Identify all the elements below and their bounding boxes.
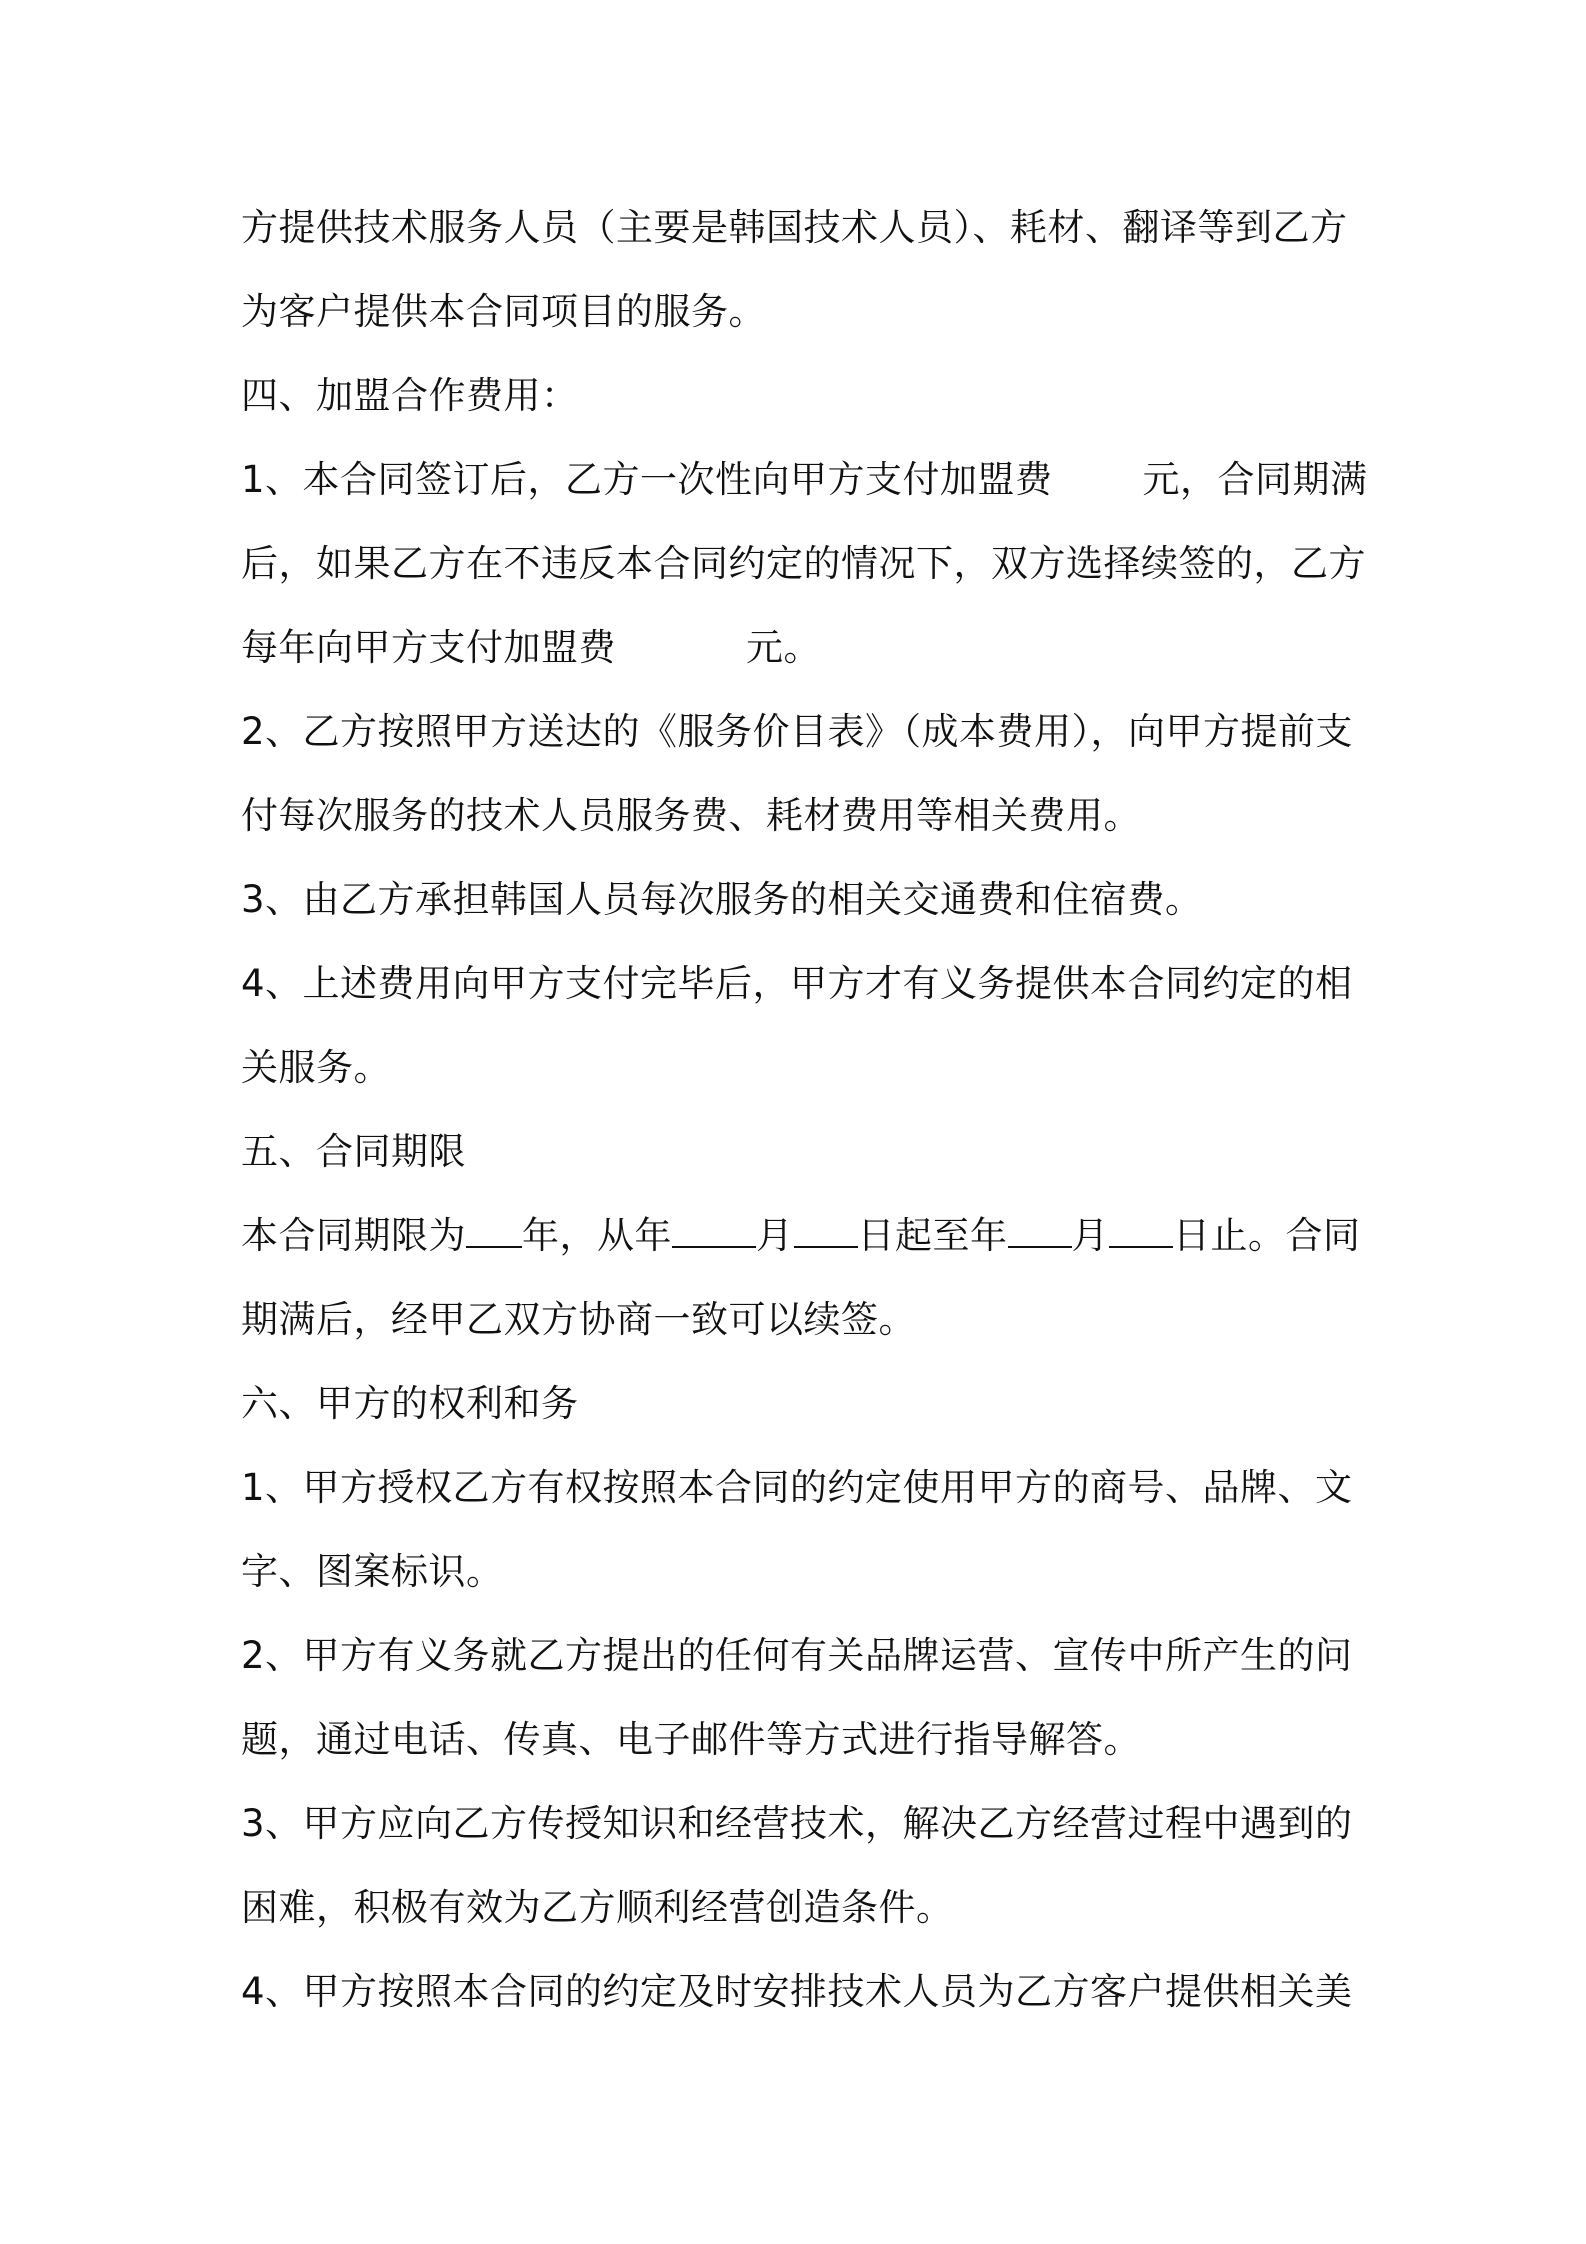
paragraph-line xyxy=(241,282,1361,342)
paragraph-line xyxy=(241,534,1366,594)
text-segment: 后，如果乙方在不违反本合同约定的情况下，双方选择续签的，乙方 xyxy=(241,542,1366,585)
text-segment: 1、本合同签订后，乙方一次性向甲方支付加盟费 xyxy=(241,458,1053,501)
paragraph-line xyxy=(241,198,1361,258)
text-segment: 年，从年 xyxy=(522,1214,672,1257)
start-day-blank xyxy=(794,1216,858,1248)
paragraph-line xyxy=(241,786,1361,846)
text-segment: 字、图案标识。 xyxy=(241,1550,504,1593)
text-segment: 1、甲方授权乙方有权按照本合同的约定使用甲方的商号、品牌、文 xyxy=(241,1466,1353,1509)
text-segment: 月 xyxy=(756,1214,794,1257)
paragraph-line xyxy=(241,954,1361,1014)
paragraph-line xyxy=(241,618,1361,678)
section-heading-text: 四、加盟合作费用： xyxy=(241,374,579,417)
annual-fee-blank xyxy=(616,630,746,660)
paragraph-line xyxy=(241,1038,1361,1098)
fee-blank xyxy=(1053,462,1143,492)
paragraph-line xyxy=(241,1794,1361,1854)
text-segment: 4、甲方按照本合同的约定及时安排技术人员为乙方客户提供相关美 xyxy=(241,1970,1353,2013)
text-segment: 月 xyxy=(1071,1214,1109,1257)
text-segment: 3、由乙方承担韩国人员每次服务的相关交通费和住宿费。 xyxy=(241,878,1203,921)
paragraph-line xyxy=(241,1542,1361,1602)
text-segment: 日止。合同 xyxy=(1173,1214,1361,1257)
paragraph-line xyxy=(241,1710,1361,1770)
paragraph-line xyxy=(241,1206,1361,1266)
paragraph-line xyxy=(241,1290,1361,1350)
text-segment: 3、甲方应向乙方传授知识和经营技术，解决乙方经营过程中遇到的 xyxy=(241,1802,1353,1845)
term-years-blank xyxy=(466,1216,522,1248)
section-heading xyxy=(241,366,1361,426)
text-segment: 为客户提供本合同项目的服务。 xyxy=(241,290,766,333)
paragraph-line xyxy=(241,1458,1361,1518)
text-segment: 2、乙方按照甲方送达的《服务价目表》（成本费用），向甲方提前支 xyxy=(241,710,1354,753)
start-month-blank xyxy=(672,1216,756,1248)
text-segment: 付每次服务的技术人员服务费、耗材费用等相关费用。 xyxy=(241,794,1141,837)
paragraph-line xyxy=(241,450,1368,510)
paragraph-line xyxy=(241,1962,1361,2022)
text-segment: 题，通过电话、传真、电子邮件等方式进行指导解答。 xyxy=(241,1718,1141,1761)
paragraph-line xyxy=(241,1626,1361,1686)
text-segment: 每年向甲方支付加盟费 xyxy=(241,626,616,669)
section-heading xyxy=(241,1374,1361,1434)
text-segment: 2、甲方有义务就乙方提出的任何有关品牌运营、宣传中所产生的问 xyxy=(241,1634,1353,1677)
text-segment: 期满后，经甲乙双方协商一致可以续签。 xyxy=(241,1298,916,1341)
paragraph-line xyxy=(241,1878,1361,1938)
section-heading xyxy=(241,1122,1361,1182)
text-segment: 元，合同期满 xyxy=(1142,458,1368,501)
text-segment: 元。 xyxy=(746,626,821,669)
text-segment: 日起至年 xyxy=(857,1214,1008,1257)
paragraph-line xyxy=(241,702,1361,762)
text-segment: 本合同期限为 xyxy=(241,1214,466,1257)
section-heading-text: 六、甲方的权利和务 xyxy=(241,1382,579,1425)
end-day-blank xyxy=(1109,1216,1173,1248)
paragraph-line xyxy=(241,870,1361,930)
text-segment: 困难，积极有效为乙方顺利经营创造条件。 xyxy=(241,1886,954,1929)
text-segment: 方提供技术服务人员（主要是韩国技术人员）、耗材、翻译等到乙方 xyxy=(241,206,1348,249)
text-segment: 4、上述费用向甲方支付完毕后，甲方才有义务提供本合同约定的相 xyxy=(241,962,1353,1005)
section-heading-text: 五、合同期限 xyxy=(241,1130,466,1173)
text-segment: 关服务。 xyxy=(241,1046,391,1089)
end-month-blank xyxy=(1008,1216,1072,1248)
